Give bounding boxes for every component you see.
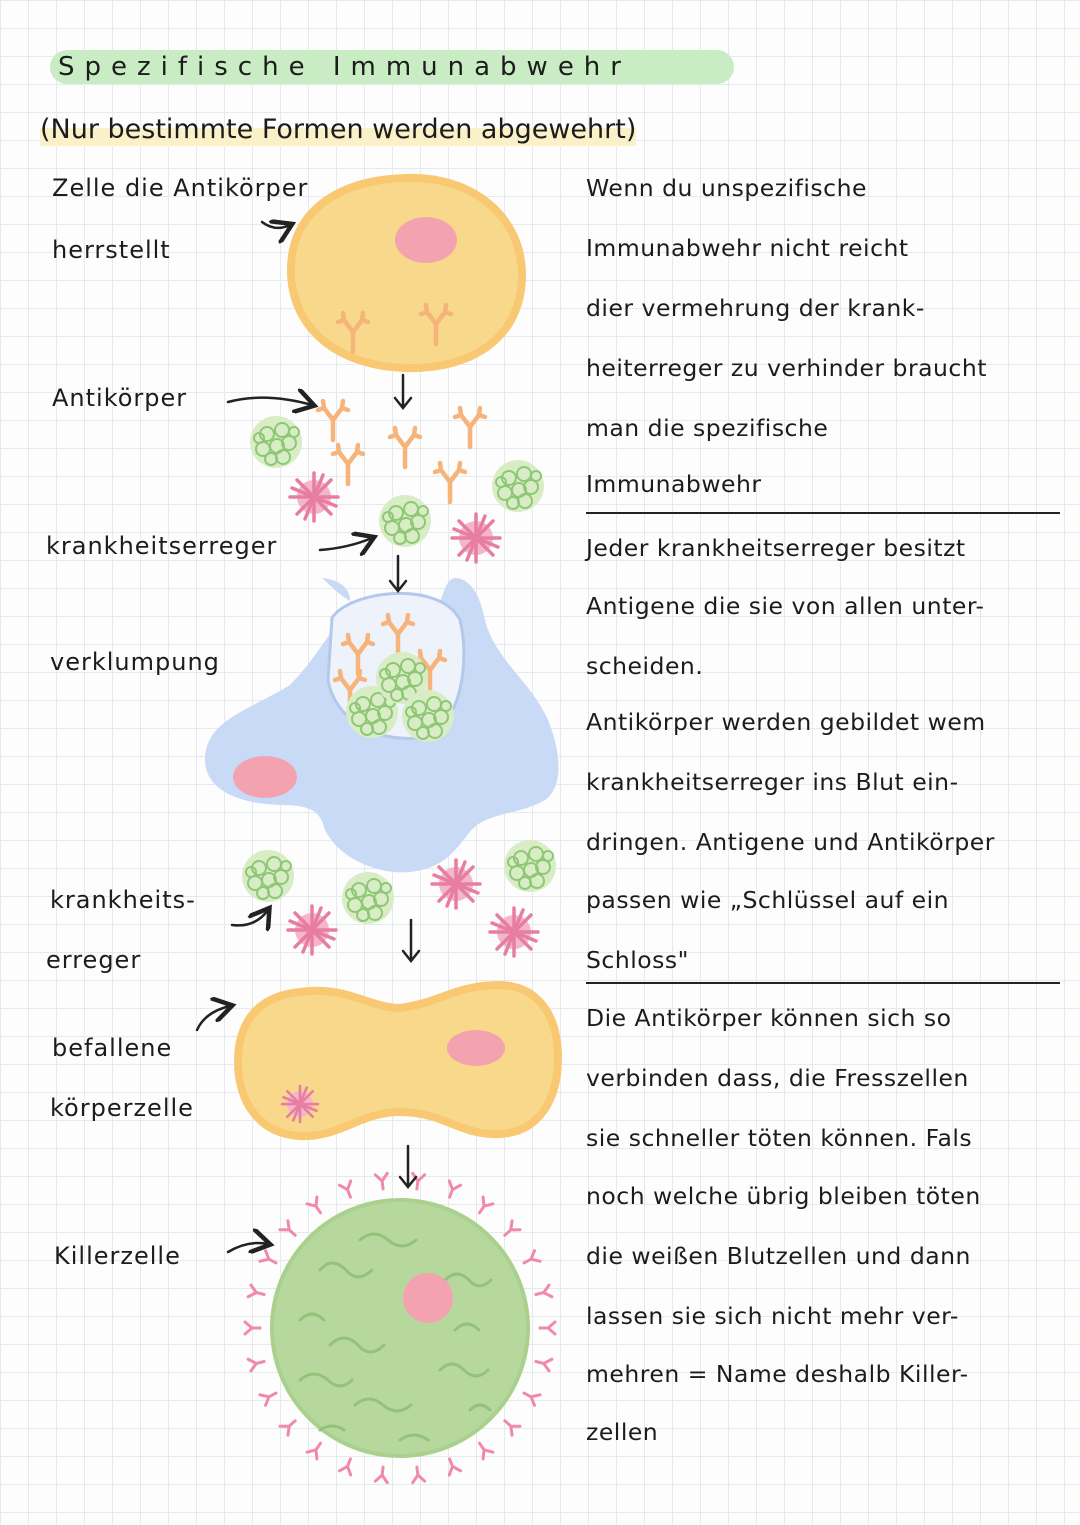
note-line: verbinden dass, die Fresszellen bbox=[586, 1064, 969, 1092]
green-pathogen-icon bbox=[342, 872, 394, 924]
note-line: Wenn du unspezifische bbox=[586, 174, 867, 202]
receptor-icon bbox=[501, 1416, 520, 1435]
receptor-icon bbox=[475, 1197, 493, 1216]
note-line: dier vermehrung der krank- bbox=[586, 294, 925, 322]
note-line: krankheitserreger ins Blut ein- bbox=[586, 768, 959, 796]
note-line: Immunabwehr bbox=[586, 470, 762, 498]
page-title: Spezifische Immunabwehr bbox=[50, 50, 734, 84]
note-line: Schloss" bbox=[586, 946, 689, 974]
label-antibodies: Antikörper bbox=[52, 384, 188, 412]
note-line: passen wie „Schlüssel auf ein bbox=[586, 886, 949, 914]
pink-pathogen-icon bbox=[452, 514, 500, 562]
receptor-icon bbox=[307, 1197, 325, 1216]
pointer-arrow-icon bbox=[232, 910, 268, 925]
pink-pathogen-icon bbox=[432, 860, 480, 908]
receptor-icon bbox=[260, 1388, 279, 1406]
pink-pathogen-icon bbox=[288, 906, 336, 954]
nucleus bbox=[403, 1273, 453, 1323]
label-killer-cell: Killerzelle bbox=[54, 1242, 181, 1270]
note-line: dringen. Antigene und Antikörper bbox=[586, 828, 995, 856]
pointer-arrow-icon bbox=[320, 538, 372, 550]
pointer-arrow-icon bbox=[262, 222, 290, 228]
label-pathogen-2: krankheits- bbox=[50, 886, 196, 914]
down-arrow-icon bbox=[395, 375, 411, 408]
pink-pathogen-icon bbox=[490, 908, 538, 956]
green-pathogen-icon bbox=[379, 495, 431, 547]
note-line: sie schneller töten können. Fals bbox=[586, 1124, 973, 1152]
receptor-icon bbox=[540, 1322, 555, 1334]
label-infected-cell: befallene bbox=[52, 1034, 173, 1062]
receptor-icon bbox=[248, 1356, 265, 1371]
killer-cell bbox=[245, 1173, 555, 1482]
note-line: Antikörper werden gebildet wem bbox=[586, 708, 986, 736]
receptor-icon bbox=[375, 1466, 389, 1482]
label-clumping: verklumpung bbox=[50, 648, 220, 676]
receptor-icon bbox=[245, 1322, 260, 1334]
nucleus bbox=[233, 756, 297, 798]
note-line: scheiden. bbox=[586, 652, 704, 680]
green-pathogen-icon bbox=[250, 416, 302, 468]
receptor-icon bbox=[280, 1416, 299, 1435]
label-pathogen: krankheitserreger bbox=[46, 532, 278, 560]
infected-body-cell bbox=[238, 985, 558, 1136]
receptor-icon bbox=[248, 1285, 265, 1300]
note-line: Antigene die sie von allen unter- bbox=[586, 592, 985, 620]
page-subtitle: (Nur bestimmte Formen werden abgewehrt) bbox=[40, 110, 636, 150]
note-line: noch welche übrig bleiben töten bbox=[586, 1182, 981, 1210]
label-antibody-producing-cell: Zelle die Antikörper bbox=[52, 174, 309, 202]
receptor-icon bbox=[307, 1440, 325, 1459]
pink-pathogen-icon bbox=[290, 473, 338, 521]
receptor-icon bbox=[521, 1388, 540, 1406]
pink-pathogen-icon bbox=[282, 1086, 318, 1122]
note-line: Immunabwehr nicht reicht bbox=[586, 234, 909, 262]
section-divider bbox=[586, 512, 1060, 514]
section-divider bbox=[586, 982, 1060, 984]
receptor-icon bbox=[521, 1251, 540, 1269]
receptor-icon bbox=[339, 1457, 356, 1475]
pointer-arrow-icon bbox=[197, 1006, 230, 1030]
note-line: lassen sie sich nicht mehr ver- bbox=[586, 1302, 959, 1330]
down-arrow-icon bbox=[390, 556, 406, 591]
green-pathogen-icon bbox=[492, 460, 544, 512]
pointer-arrow-icon bbox=[228, 1243, 268, 1252]
receptor-icon bbox=[501, 1221, 520, 1240]
receptor-icon bbox=[534, 1285, 551, 1300]
green-pathogen-icon bbox=[242, 850, 294, 902]
receptor-icon bbox=[444, 1181, 461, 1199]
released-antibodies bbox=[318, 401, 485, 502]
label-infected-cell-2: körperzelle bbox=[50, 1094, 194, 1122]
note-line: Die Antikörper können sich so bbox=[586, 1004, 952, 1032]
note-line: heiterreger zu verhinder braucht bbox=[586, 354, 987, 382]
down-arrow-icon bbox=[403, 920, 419, 961]
receptor-icon bbox=[444, 1457, 461, 1475]
receptor-icon bbox=[475, 1440, 493, 1459]
green-pathogen-icon bbox=[504, 840, 556, 892]
note-line: Jeder krankheitserreger besitzt bbox=[586, 534, 966, 562]
label-antibody-producing-cell-2: herrstellt bbox=[52, 236, 171, 264]
receptor-icon bbox=[260, 1251, 279, 1269]
note-line: mehren = Name deshalb Killer- bbox=[586, 1360, 969, 1388]
note-line: die weißen Blutzellen und dann bbox=[586, 1242, 971, 1270]
note-line: zellen bbox=[586, 1418, 659, 1446]
nucleus bbox=[447, 1030, 505, 1066]
receptor-icon bbox=[534, 1356, 551, 1371]
phagocyte-clumping bbox=[205, 578, 559, 872]
nucleus bbox=[395, 217, 457, 263]
receptor-icon bbox=[280, 1221, 299, 1240]
receptor-icon bbox=[339, 1181, 356, 1199]
receptor-icon bbox=[375, 1173, 389, 1189]
note-line: man die spezifische bbox=[586, 414, 829, 442]
label-pathogen-2b: erreger bbox=[46, 946, 142, 974]
down-arrow-icon bbox=[400, 1146, 416, 1187]
antibody-producing-cell bbox=[291, 178, 522, 368]
green-pathogen-icon bbox=[402, 690, 454, 742]
pointer-arrow-icon bbox=[228, 398, 312, 405]
receptor-icon bbox=[411, 1466, 425, 1482]
